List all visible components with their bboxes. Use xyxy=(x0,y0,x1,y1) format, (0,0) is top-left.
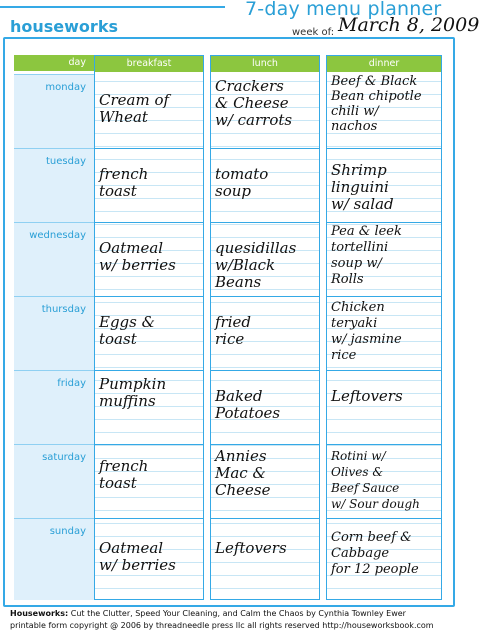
lunch-cell[interactable]: quesidillas w/Black Beans xyxy=(215,239,297,291)
day-label: thursday xyxy=(41,304,86,315)
breakfast-cell[interactable]: Oatmeal w/ berries xyxy=(99,239,176,274)
row-divider xyxy=(211,370,319,371)
row-divider xyxy=(95,518,203,519)
lunch-cell[interactable]: fried rice xyxy=(215,313,251,348)
breakfast-cell[interactable]: Cream of Wheat xyxy=(99,91,170,126)
row-divider xyxy=(211,296,319,297)
day-column xyxy=(14,55,94,600)
breakfast-column-header: breakfast xyxy=(95,56,203,72)
day-row-thursday xyxy=(14,296,94,370)
lunch-cell[interactable]: tomato soup xyxy=(215,165,269,200)
row-divider xyxy=(95,444,203,445)
week-of-label: week of: xyxy=(292,27,335,38)
breakfast-cell[interactable]: french toast xyxy=(99,457,149,492)
dinner-cell[interactable]: Rotini w/ Olives & Beef Sauce w/ Sour dough xyxy=(331,449,420,511)
breakfast-cell[interactable]: Oatmeal w/ berries xyxy=(99,539,176,574)
row-divider xyxy=(211,148,319,149)
row-divider xyxy=(95,222,203,223)
dinner-cell[interactable]: Chicken teryaki w/ jasmine rice xyxy=(331,300,402,363)
header-rule xyxy=(0,6,225,8)
day-label: wednesday xyxy=(29,230,86,241)
row-divider xyxy=(327,148,441,149)
day-label: sunday xyxy=(49,526,86,537)
day-row-tuesday xyxy=(14,148,94,222)
lunch-cell[interactable]: Crackers & Cheese w/ carrots xyxy=(215,77,293,129)
footer-brand: Houseworks: xyxy=(10,609,69,618)
day-label: tuesday xyxy=(45,156,86,167)
dinner-cell[interactable]: Corn beef & Cabbage for 12 people xyxy=(331,530,419,577)
day-row-saturday xyxy=(14,444,94,518)
row-divider xyxy=(327,518,441,519)
week-of-value[interactable]: March 8, 2009 xyxy=(338,14,479,36)
row-divider xyxy=(327,222,441,223)
lunch-cell[interactable]: Baked Potatoes xyxy=(215,387,281,422)
breakfast-column xyxy=(94,55,204,600)
dinner-column-header: dinner xyxy=(327,56,441,72)
day-label: saturday xyxy=(42,452,86,463)
dinner-cell[interactable]: Pea & leek tortellini soup w/ Rolls xyxy=(331,224,402,287)
row-divider xyxy=(211,518,319,519)
dinner-cell[interactable]: Beef & Black Bean chipotle chili w/ nachos xyxy=(331,74,422,134)
row-divider xyxy=(211,444,319,445)
day-column-header: day xyxy=(14,55,94,71)
lunch-cell[interactable]: Leftovers xyxy=(215,539,287,557)
row-divider xyxy=(327,370,441,371)
day-row-sunday xyxy=(14,518,94,600)
dinner-cell[interactable]: Shrimp linguini w/ salad xyxy=(331,161,394,213)
breakfast-cell[interactable]: french toast xyxy=(99,165,149,200)
day-label: monday xyxy=(45,82,86,93)
breakfast-cell[interactable]: Eggs & toast xyxy=(99,313,155,348)
dinner-cell[interactable]: Leftovers xyxy=(331,387,403,405)
dinner-column xyxy=(326,55,442,600)
row-divider xyxy=(95,148,203,149)
footer-copyright: printable form copyright @ 2006 by threadneedle press llc all rights reserved http://houseworksbook.com xyxy=(10,621,434,630)
row-divider xyxy=(211,222,319,223)
day-row-friday xyxy=(14,370,94,444)
brand-logo-text: houseworks xyxy=(10,17,118,36)
row-divider xyxy=(327,444,441,445)
day-row-monday xyxy=(14,74,94,148)
breakfast-cell[interactable]: Pumpkin muffins xyxy=(99,375,167,410)
footer xyxy=(10,608,455,632)
lunch-cell[interactable]: Annies Mac & Cheese xyxy=(215,447,271,499)
footer-line-1 xyxy=(10,608,455,620)
row-divider xyxy=(327,296,441,297)
lunch-column-header: lunch xyxy=(211,56,319,72)
row-divider xyxy=(95,370,203,371)
footer-book-title: Cut the Clutter, Speed Your Cleaning, and Calm the Chaos by Cynthia Townley Ewer xyxy=(70,609,406,618)
row-divider xyxy=(95,296,203,297)
lunch-column xyxy=(210,55,320,600)
menu-grid xyxy=(14,55,442,605)
day-label: friday xyxy=(57,378,86,389)
day-row-wednesday xyxy=(14,222,94,296)
planner-title: 7-day menu planner xyxy=(245,0,442,20)
